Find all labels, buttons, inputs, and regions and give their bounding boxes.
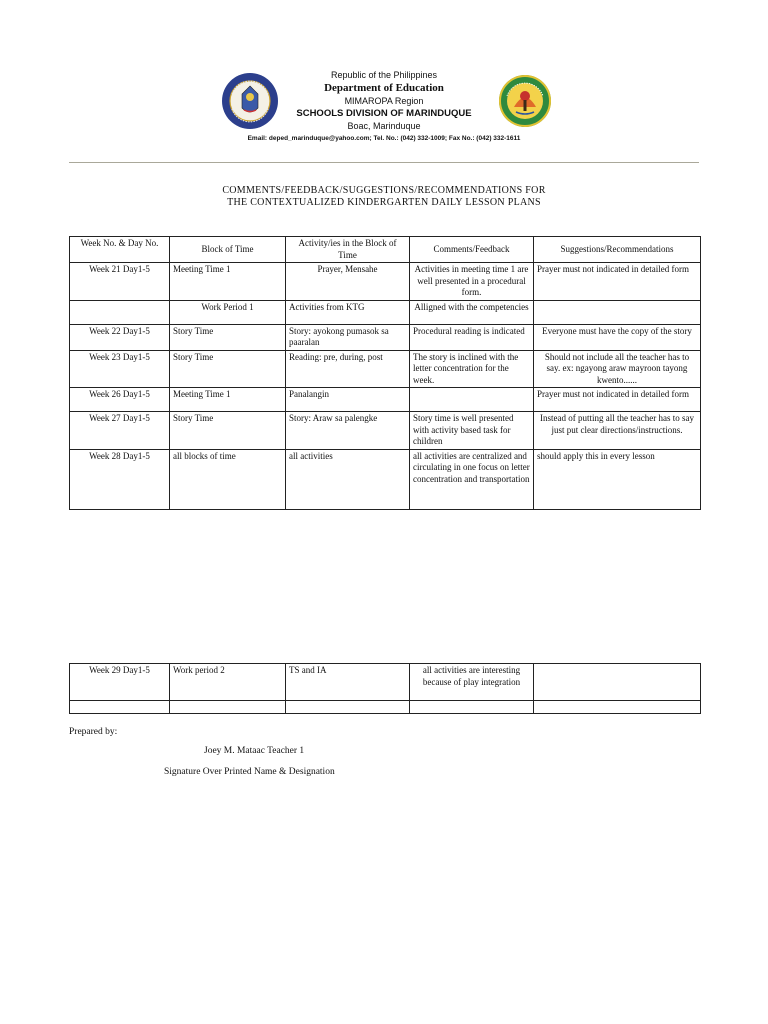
cell-block: Meeting Time 1 bbox=[170, 263, 286, 301]
cell-week bbox=[70, 300, 170, 324]
header-contact: Email: deped_marinduque@yahoo.com; Tel. No.: (042) 332-1009; Fax No.: (042) 332-1611 bbox=[247, 135, 521, 142]
lesson-plan-table-continued bbox=[69, 663, 701, 714]
header-comments: Comments/Feedback bbox=[410, 237, 534, 263]
title-line-1: COMMENTS/FEEDBACK/SUGGESTIONS/RECOMMENDATIONS FOR bbox=[222, 185, 546, 196]
header-division: SCHOOLS DIVISION OF MARINDUQUE bbox=[296, 108, 472, 119]
cell-activity bbox=[286, 701, 410, 714]
table-row bbox=[70, 263, 701, 301]
cell-week: Week 27 Day1-5 bbox=[70, 412, 170, 450]
cell-week: Week 29 Day1-5 bbox=[70, 664, 170, 701]
cell-comments: all activities are interesting because of play integration bbox=[410, 664, 534, 701]
cell-block: Story Time bbox=[170, 350, 286, 388]
cell-comments: Activities in meeting time 1 are well presented in a procedural form. bbox=[410, 263, 534, 301]
table-row bbox=[70, 449, 701, 509]
cell-comments: Story time is well presented with activity based task for children bbox=[410, 412, 534, 450]
cell-suggestions bbox=[534, 664, 701, 701]
cell-suggestions: Prayer must not indicated in detailed form bbox=[534, 263, 701, 301]
cell-activity: all activities bbox=[286, 449, 410, 509]
signature-caption: Signature Over Printed Name & Designation bbox=[164, 767, 335, 777]
cell-block: Work Period 1 bbox=[170, 300, 286, 324]
cell-block: all blocks of time bbox=[170, 449, 286, 509]
cell-suggestions: Should not include all the teacher has to say. ex: ngayong araw mayroon tayong kwento...... bbox=[534, 350, 701, 388]
cell-block: Work period 2 bbox=[170, 664, 286, 701]
cell-block bbox=[170, 701, 286, 714]
cell-week: Week 22 Day1-5 bbox=[70, 324, 170, 350]
cell-suggestions bbox=[534, 701, 701, 714]
header-activity: Activity/ies in the Block of Time bbox=[286, 237, 410, 263]
table-row bbox=[70, 300, 701, 324]
cell-block: Story Time bbox=[170, 412, 286, 450]
table-row bbox=[70, 324, 701, 350]
table-row bbox=[70, 664, 701, 701]
letterhead bbox=[0, 0, 768, 160]
cell-activity: Panalangin bbox=[286, 388, 410, 412]
header-suggestions: Suggestions/Recommendations bbox=[534, 237, 701, 263]
cell-activity: Story: Araw sa palengke bbox=[286, 412, 410, 450]
cell-block: Meeting Time 1 bbox=[170, 388, 286, 412]
cell-comments: Procedural reading is indicated bbox=[410, 324, 534, 350]
table-row bbox=[70, 701, 701, 714]
cell-comments bbox=[410, 388, 534, 412]
cell-suggestions: Everyone must have the copy of the story bbox=[534, 324, 701, 350]
document-title bbox=[0, 185, 768, 209]
cell-activity: TS and IA bbox=[286, 664, 410, 701]
lesson-plan-table bbox=[69, 236, 701, 510]
header-department: Department of Education bbox=[324, 82, 444, 94]
cell-week: Week 23 Day1-5 bbox=[70, 350, 170, 388]
cell-activity: Reading: pre, during, post bbox=[286, 350, 410, 388]
header-block: Block of Time bbox=[170, 237, 286, 263]
cell-block: Story Time bbox=[170, 324, 286, 350]
cell-comments: Alligned with the competencies bbox=[410, 300, 534, 324]
cell-activity: Story: ayokong pumasok sa paaralan bbox=[286, 324, 410, 350]
cell-suggestions: Instead of putting all the teacher has to say just put clear directions/instructions. bbox=[534, 412, 701, 450]
cell-week: Week 28 Day1-5 bbox=[70, 449, 170, 509]
prepared-by-label: Prepared by: bbox=[69, 727, 118, 737]
header-divider bbox=[69, 162, 699, 163]
cell-activity: Prayer, Mensahe bbox=[286, 263, 410, 301]
preparer-name: Joey M. Mataac Teacher 1 bbox=[204, 746, 305, 756]
table-header-row bbox=[70, 237, 701, 263]
cell-comments: The story is inclined with the letter concentration for the week. bbox=[410, 350, 534, 388]
header-republic: Republic of the Philippines bbox=[330, 70, 438, 80]
cell-week: Week 21 Day1-5 bbox=[70, 263, 170, 301]
cell-suggestions: should apply this in every lesson bbox=[534, 449, 701, 509]
cell-comments bbox=[410, 701, 534, 714]
title-line-2: THE CONTEXTUALIZED KINDERGARTEN DAILY LESSON PLANS bbox=[227, 197, 541, 208]
table-row bbox=[70, 350, 701, 388]
cell-week bbox=[70, 701, 170, 714]
cell-suggestions: Prayer must not indicated in detailed form bbox=[534, 388, 701, 412]
header-week: Week No. & Day No. bbox=[70, 237, 170, 263]
table-row bbox=[70, 412, 701, 450]
cell-activity: Activities from KTG bbox=[286, 300, 410, 324]
header-region: MIMAROPA Region bbox=[344, 96, 424, 106]
header-address: Boac, Marinduque bbox=[347, 121, 421, 131]
cell-comments: all activities are centralized and circulating in one focus on letter concentration and transportation bbox=[410, 449, 534, 509]
table-row bbox=[70, 388, 701, 412]
cell-week: Week 26 Day1-5 bbox=[70, 388, 170, 412]
cell-suggestions bbox=[534, 300, 701, 324]
